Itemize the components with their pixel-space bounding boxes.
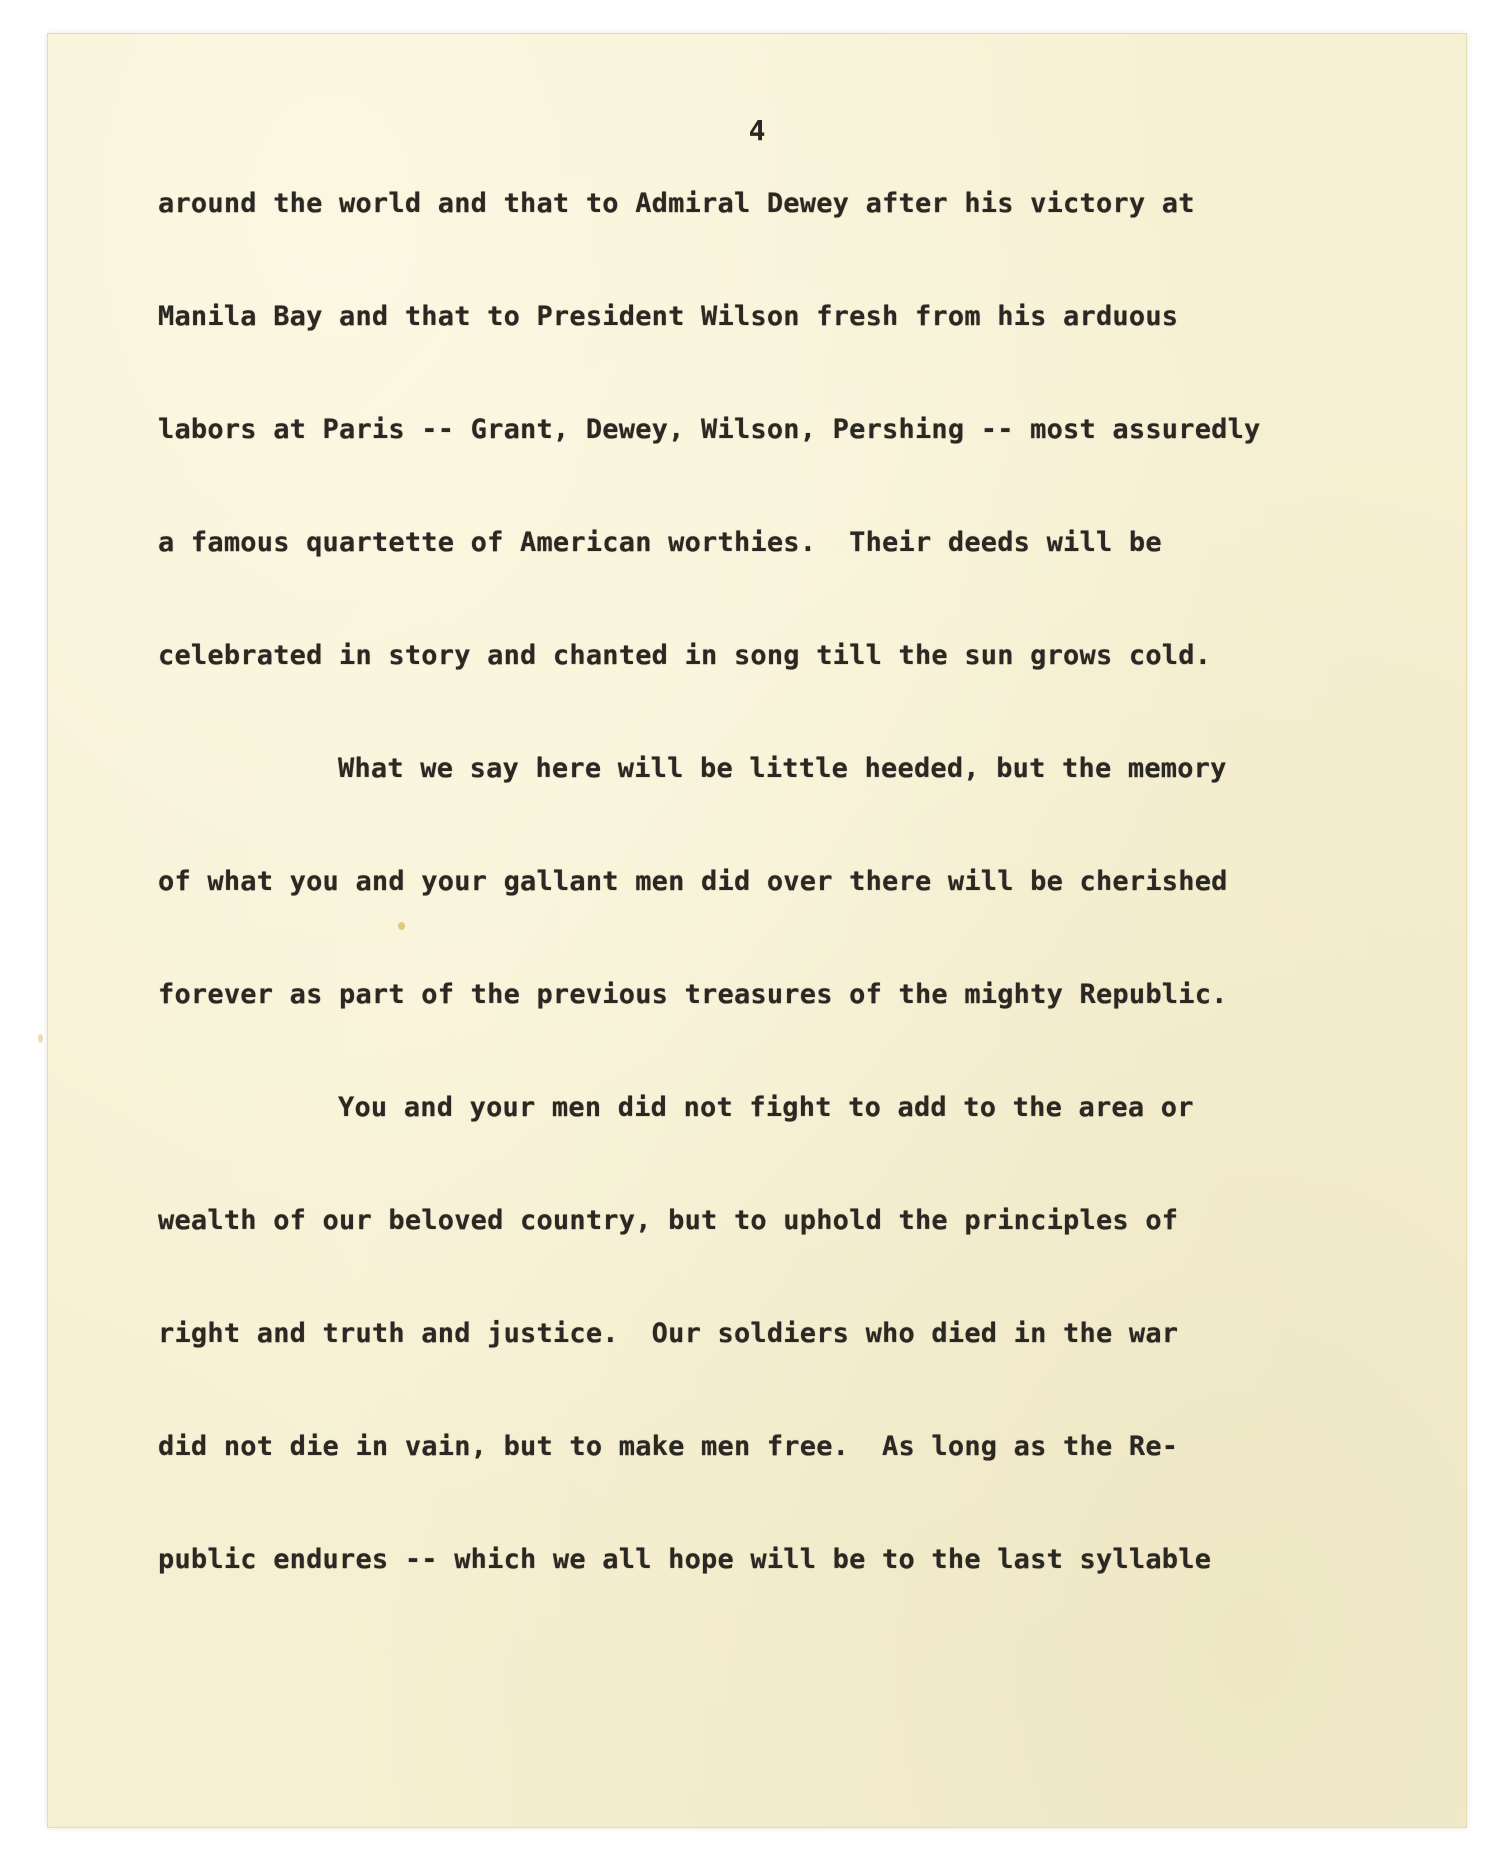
text-line-13: public endures -- which we all hope will be to the last syllable <box>158 1544 1212 1575</box>
text-line-3: labors at Paris -- Grant, Dewey, Wilson, Pershing -- most assuredly <box>158 414 1261 445</box>
text-line-2: Manila Bay and that to President Wilson fresh from his arduous <box>158 301 1179 332</box>
ink-stain <box>38 1034 43 1043</box>
text-line-7: of what you and your gallant men did over there will be cherished <box>158 866 1228 897</box>
page-number: 4 <box>748 114 766 147</box>
text-line-1: around the world and that to Admiral Dewey after his victory at <box>158 188 1195 219</box>
typed-text-body <box>158 184 1428 1653</box>
ink-stain <box>398 922 405 930</box>
text-line-5: celebrated in story and chanted in song till the sun grows cold. <box>158 640 1212 671</box>
text-line-8: forever as part of the previous treasures of the mighty Republic. <box>158 979 1228 1010</box>
text-line-11: right and truth and justice. Our soldiers who died in the war <box>158 1318 1179 1349</box>
text-line-9: You and your men did not fight to add to the area or <box>338 1092 1194 1123</box>
text-line-12: did not die in vain, but to make men free. As long as the Re- <box>158 1431 1179 1462</box>
text-line-6: What we say here will be little heeded, but the memory <box>338 753 1227 784</box>
typewritten-page <box>48 34 1466 1827</box>
text-line-10: wealth of our beloved country, but to uphold the principles of <box>158 1205 1179 1236</box>
text-line-4: a famous quartette of American worthies. Their deeds will be <box>158 527 1162 558</box>
